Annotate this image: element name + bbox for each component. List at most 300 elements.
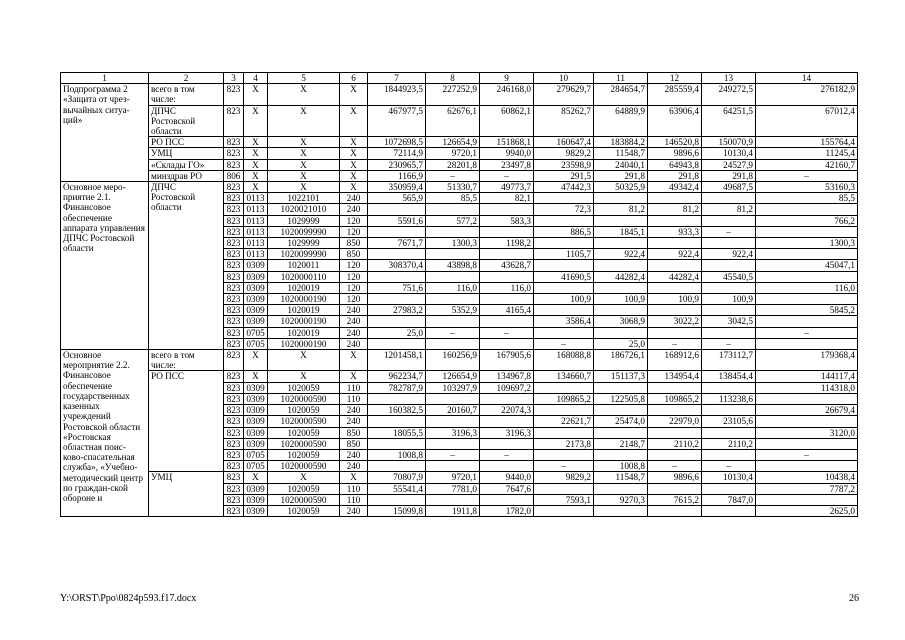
table-cell: 1020059 [268,405,340,416]
section-label: Подпрограмма 2 «Защита от чрез-вычайных ситуа-ций» [61,84,149,182]
table-cell [594,305,648,316]
table-cell [594,427,648,438]
table-cell: 7671,7 [368,238,426,249]
table-cell [594,215,648,226]
table-cell: 120 [340,294,368,305]
table-cell: 85,5 [426,193,480,204]
table-cell [534,405,594,416]
table-cell: 134967,8 [480,371,534,382]
executor-label: РО ПСС [149,137,224,148]
executor-label: всего в том числе: [149,350,224,371]
table-cell [426,204,480,215]
table-cell: Х [340,182,368,193]
table-cell: 120 [340,260,368,271]
table-cell: 308370,4 [368,260,426,271]
column-header: 2 [149,73,224,84]
table-cell: 823 [224,371,244,382]
table-cell: 62676,1 [426,105,480,137]
table-cell: 138454,4 [702,371,756,382]
table-cell: 109697,2 [480,382,534,393]
table-cell: 1020000590 [268,416,340,427]
table-cell: 49342,4 [648,182,702,193]
table-cell: 43898,8 [426,260,480,271]
table-cell: Х [268,148,340,159]
table-cell: – [702,226,756,237]
table-cell: 246168,0 [480,84,534,105]
table-cell: 27983,2 [368,305,426,316]
table-cell: 240 [340,193,368,204]
table-cell: 1300,3 [426,238,480,249]
table-cell: 823 [224,338,244,349]
table-cell: 0705 [244,327,268,338]
table-cell: 962234,7 [368,371,426,382]
table-cell: 823 [224,505,244,516]
table-cell: 20160,7 [426,405,480,416]
column-header: 12 [648,73,702,84]
table-cell [702,382,756,393]
table-cell [648,260,702,271]
table-cell [702,483,756,494]
table-cell: 3042,5 [702,316,756,327]
table-cell: 18055,5 [368,427,426,438]
table-cell: 1105,7 [534,249,594,260]
table-cell: 81,2 [594,204,648,215]
table-cell: 1020000590 [268,461,340,472]
table-cell: 100,9 [594,294,648,305]
table-cell: Х [268,182,340,193]
table-cell: Х [268,105,340,137]
column-header: 3 [224,73,244,84]
table-cell: 0113 [244,215,268,226]
table-cell: 0113 [244,193,268,204]
table-cell: 823 [224,393,244,404]
table-cell [756,204,858,215]
table-cell: 26679,4 [756,405,858,416]
table-cell [648,305,702,316]
table-cell [648,382,702,393]
table-cell: 279629,7 [534,84,594,105]
table-cell: 240 [340,449,368,460]
column-header: 5 [268,73,340,84]
table-cell: 146520,8 [648,137,702,148]
table-cell: 0309 [244,282,268,293]
table-cell [756,249,858,260]
table-cell: 41690,5 [534,271,594,282]
table-cell: 120 [340,271,368,282]
table-cell: 577,2 [426,215,480,226]
table-cell: 1020000110 [268,271,340,282]
table-cell: 10438,4 [756,472,858,483]
table-cell: Х [244,148,268,159]
table-cell [426,416,480,427]
table-cell: 1008,8 [594,461,648,472]
table-cell: 110 [340,494,368,505]
table-cell: 51330,7 [426,182,480,193]
column-header: 14 [756,73,858,84]
table-cell: 240 [340,416,368,427]
table-cell: 2148,7 [594,438,648,449]
table-cell: 823 [224,494,244,505]
table-cell: 144117,4 [756,371,858,382]
table-cell: Х [340,105,368,137]
table-cell: 823 [224,226,244,237]
table-cell: 64251,5 [702,105,756,137]
table-cell: 24040,1 [594,159,648,170]
table-cell: 240 [340,405,368,416]
table-cell: 0113 [244,204,268,215]
table-cell: 291,8 [702,170,756,181]
table-cell [702,449,756,460]
table-cell [648,282,702,293]
table-cell: 7593,1 [534,494,594,505]
column-header: 8 [426,73,480,84]
table-cell: 823 [224,327,244,338]
table-cell: 3196,3 [426,427,480,438]
table-cell [648,427,702,438]
table-cell: 823 [224,84,244,105]
table-cell: 168088,8 [534,350,594,371]
table-cell [368,204,426,215]
table-row [61,170,858,181]
table-cell [594,193,648,204]
column-header: 7 [368,73,426,84]
table-cell: 850 [340,438,368,449]
table-cell: 1022101 [268,193,340,204]
table-cell: 823 [224,294,244,305]
executor-label: ДПЧС Ростовской области [149,182,224,350]
table-cell: 823 [224,483,244,494]
table-cell [756,338,858,349]
table-cell: Х [244,105,268,137]
table-cell: 1020000190 [268,316,340,327]
table-cell: 850 [340,249,368,260]
table-cell: 240 [340,327,368,338]
table-cell: 10130,4 [702,472,756,483]
table-cell: 155764,4 [756,137,858,148]
table-cell: 45047,1 [756,260,858,271]
table-cell: 1844923,5 [368,84,426,105]
table-cell [756,494,858,505]
table-cell: 103297,9 [426,382,480,393]
table-cell: 1020059 [268,449,340,460]
table-cell: 1198,2 [480,238,534,249]
table-cell: Х [244,472,268,483]
table-cell: 110 [340,393,368,404]
table-cell: 2110,2 [702,438,756,449]
table-cell [594,238,648,249]
table-cell: 823 [224,204,244,215]
table-cell: Х [268,84,340,105]
table-cell: 823 [224,350,244,371]
table-cell: Х [244,371,268,382]
table-cell [368,338,426,349]
table-cell: 0309 [244,483,268,494]
table-cell: 823 [224,416,244,427]
table-cell: 0309 [244,438,268,449]
table-cell: 0309 [244,294,268,305]
table-cell: 5845,2 [756,305,858,316]
table-cell: 2173,8 [534,438,594,449]
table-cell [702,193,756,204]
table-cell: 284654,7 [594,84,648,105]
table-cell: 3586,4 [534,316,594,327]
table-cell: 0309 [244,505,268,516]
table-cell: 751,6 [368,282,426,293]
table-cell: 0113 [244,238,268,249]
table-cell [702,305,756,316]
table-cell: 1020099990 [268,226,340,237]
table-row [61,159,858,170]
table-cell: 160256,9 [426,350,480,371]
table-cell: 3022,2 [648,316,702,327]
executor-label: УМЦ [149,472,224,517]
table-cell: 823 [224,105,244,137]
table-cell [368,271,426,282]
table-cell: 285559,4 [648,84,702,105]
table-cell [534,193,594,204]
table-cell: 44282,4 [594,271,648,282]
table-cell: 11245,4 [756,148,858,159]
table-cell: Х [268,472,340,483]
table-cell: Х [340,472,368,483]
table-cell: 67012,4 [756,105,858,137]
table-cell [426,438,480,449]
table-cell: – [756,170,858,181]
table-cell: Х [268,159,340,170]
table-cell: 850 [340,238,368,249]
table-cell: – [426,170,480,181]
table-cell [648,215,702,226]
table-cell [426,494,480,505]
table-cell: – [702,461,756,472]
table-cell: 240 [340,338,368,349]
table-cell: 126654,9 [426,137,480,148]
table-cell: 23105,6 [702,416,756,427]
table-cell [368,316,426,327]
table-cell: 1020059 [268,382,340,393]
table-cell [480,338,534,349]
table-cell: 110 [340,382,368,393]
table-cell: 823 [224,282,244,293]
table-cell [426,294,480,305]
table-cell [756,393,858,404]
table-row [61,371,858,382]
table-cell: Х [340,84,368,105]
table-cell: 823 [224,215,244,226]
table-cell: 122505,8 [594,393,648,404]
table-cell: 9720,1 [426,148,480,159]
table-cell: 114318,0 [756,382,858,393]
table-cell [534,382,594,393]
table-cell [594,282,648,293]
table-cell: 81,2 [648,204,702,215]
table-cell [702,238,756,249]
table-cell: 1020021010 [268,204,340,215]
table-cell [480,393,534,404]
table-cell: Х [340,148,368,159]
table-cell: 922,4 [648,249,702,260]
table-cell [368,461,426,472]
table-cell: 120 [340,226,368,237]
footer-page-number: 26 [849,593,859,604]
table-cell [702,215,756,226]
table-cell: 110 [340,483,368,494]
table-row [61,182,858,193]
table-cell: 1029999 [268,238,340,249]
table-cell: 109865,2 [534,393,594,404]
table-cell: 11548,7 [594,472,648,483]
table-cell: 0113 [244,226,268,237]
table-cell [368,294,426,305]
table-cell: 63906,4 [648,105,702,137]
table-cell: 1782,0 [480,505,534,516]
table-cell: 823 [224,461,244,472]
table-cell: 823 [224,472,244,483]
table-cell: 0309 [244,494,268,505]
footer-file-path: Y:\ORST\Ppo\0824p593.f17.docx [60,593,197,604]
table-cell: 766,2 [756,215,858,226]
table-cell: 922,4 [702,249,756,260]
table-cell [594,483,648,494]
table-cell: 240 [340,505,368,516]
table-cell: 1020019 [268,327,340,338]
executor-label: УМЦ [149,148,224,159]
table-cell: 9270,3 [594,494,648,505]
table-cell: – [534,461,594,472]
table-cell: 23497,8 [480,159,534,170]
table-cell: 10130,4 [702,148,756,159]
table-cell: 134954,4 [648,371,702,382]
table-cell: Х [244,170,268,181]
table-cell: 23598,9 [534,159,594,170]
table-cell [756,226,858,237]
table-cell: 5352,9 [426,305,480,316]
executor-label: всего в том числе: [149,84,224,105]
table-cell [702,327,756,338]
table-cell: Х [244,350,268,371]
table-cell: Х [340,371,368,382]
table-cell [648,193,702,204]
table-row [61,350,858,371]
table-cell: 7847,0 [702,494,756,505]
table-cell: 49773,7 [480,182,534,193]
table-cell: 782787,9 [368,382,426,393]
column-header: 1 [61,73,149,84]
table-cell [756,461,858,472]
table-cell: 70807,9 [368,472,426,483]
table-cell [756,294,858,305]
table-cell [594,405,648,416]
table-cell: Х [340,137,368,148]
table-cell [480,316,534,327]
table-cell [648,238,702,249]
table-cell: – [480,327,534,338]
table-cell [594,327,648,338]
executor-label: РО ПСС [149,371,224,472]
table-cell: 1020059 [268,505,340,516]
table-cell [480,494,534,505]
table-cell: 850 [340,427,368,438]
table-row [61,472,858,483]
table-cell: 823 [224,159,244,170]
table-cell: 350959,4 [368,182,426,193]
section-label: Основное меро-приятие 2.1. Финансовое обеспечение аппарата управления ДПЧС Ростовской области [61,182,149,350]
table-cell: 25474,0 [594,416,648,427]
table-cell [702,405,756,416]
table-cell: 823 [224,260,244,271]
table-cell: 179368,4 [756,350,858,371]
table-cell: 3196,3 [480,427,534,438]
table-cell [648,505,702,516]
table-cell: 1020000590 [268,494,340,505]
table-cell: 3120,0 [756,427,858,438]
table-cell: 64943,8 [648,159,702,170]
table-cell: 1020000590 [268,393,340,404]
table-cell: 823 [224,382,244,393]
table-cell [480,416,534,427]
table-cell: 823 [224,137,244,148]
table-cell: 9829,2 [534,148,594,159]
table-cell: 291,5 [534,170,594,181]
table-cell [702,505,756,516]
column-header: 11 [594,73,648,84]
table-cell: 9720,1 [426,472,480,483]
table-cell: 823 [224,271,244,282]
table-cell [756,316,858,327]
table-cell: – [480,449,534,460]
table-cell: 186726,1 [594,350,648,371]
table-cell: 116,0 [480,282,534,293]
table-cell: 0309 [244,382,268,393]
table-cell: Х [340,350,368,371]
table-cell: 823 [224,316,244,327]
table-cell: 9896,6 [648,472,702,483]
table-cell: 823 [224,305,244,316]
table-cell [594,260,648,271]
table-cell [648,327,702,338]
table-cell: 922,4 [594,249,648,260]
table-cell [368,438,426,449]
table-cell: 823 [224,193,244,204]
table-cell: 9940,0 [480,148,534,159]
table-cell: Х [268,137,340,148]
table-cell: 1020000590 [268,438,340,449]
table-cell: 1020019 [268,282,340,293]
table-cell: – [756,449,858,460]
table-cell: 168912,6 [648,350,702,371]
table-cell: 1300,3 [756,238,858,249]
table-cell: – [648,338,702,349]
table-cell: 823 [224,148,244,159]
table-cell [534,260,594,271]
table-cell: 22621,7 [534,416,594,427]
table-cell: 1201458,1 [368,350,426,371]
table-cell: – [756,327,858,338]
table-cell: Х [244,159,268,170]
table-cell: 0705 [244,461,268,472]
table-cell: 240 [340,461,368,472]
table-cell: – [648,461,702,472]
table-cell: 60862,1 [480,105,534,137]
table-cell [756,438,858,449]
table-cell: 2110,2 [648,438,702,449]
table-cell [648,405,702,416]
table-cell: 0309 [244,271,268,282]
table-cell [702,260,756,271]
table-cell: 42160,7 [756,159,858,170]
table-cell: 4165,4 [480,305,534,316]
table-cell: 933,3 [648,226,702,237]
